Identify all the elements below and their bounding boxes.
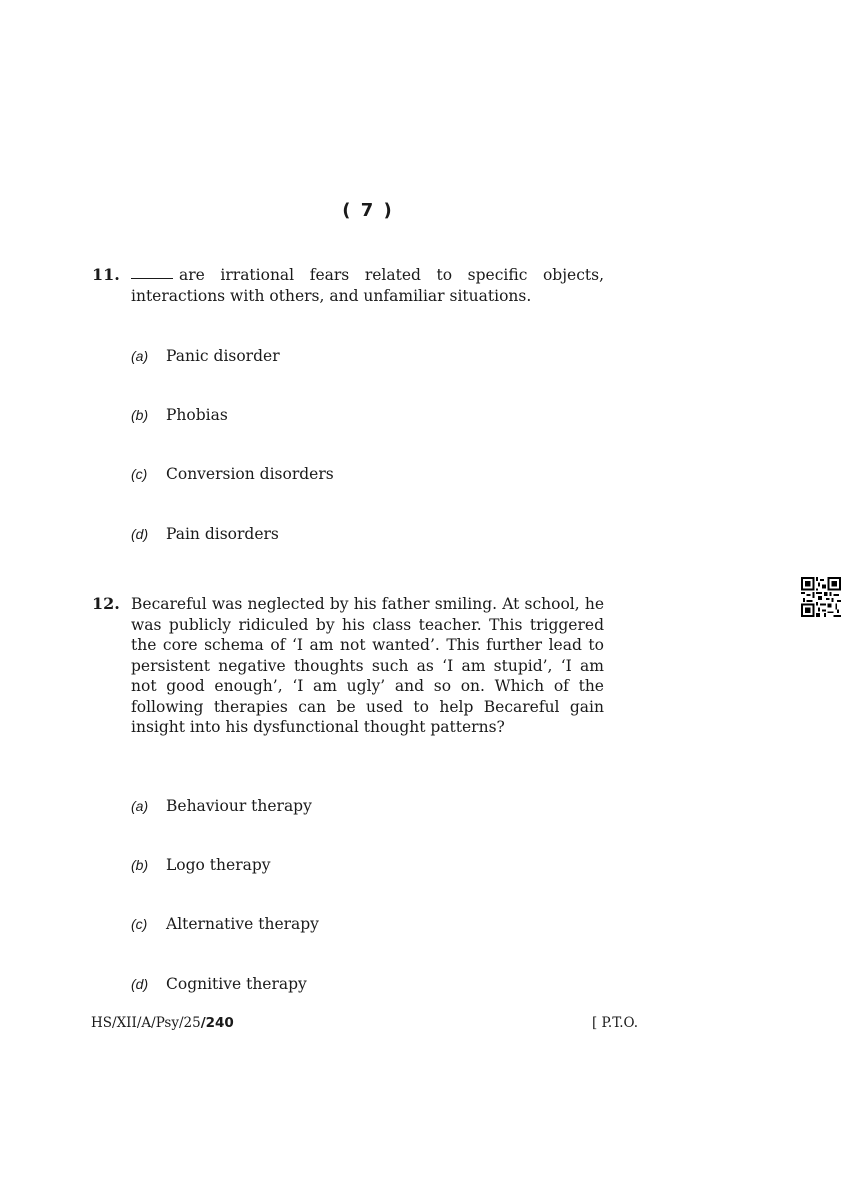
option-11-c	[131, 464, 334, 484]
option-12-b	[131, 855, 271, 875]
option-label: (c)	[131, 916, 148, 932]
option-11-d	[131, 524, 279, 544]
option-label: (b)	[131, 857, 149, 873]
answer-blank	[131, 278, 173, 279]
paper-code-prefix: HS/XII/A/Psy/25	[91, 1015, 201, 1031]
option-12-c	[131, 914, 319, 934]
option-label: (a)	[131, 348, 149, 364]
question-text-body: are irrational fears related to specific objects, interactions with others, and unfamiliar situations.	[131, 266, 604, 305]
option-text: Pain disorders	[166, 525, 279, 543]
paper-code	[91, 1015, 234, 1031]
option-label: (b)	[131, 407, 149, 423]
option-label: (d)	[131, 526, 149, 542]
option-label: (a)	[131, 798, 149, 814]
option-label: (d)	[131, 976, 149, 992]
option-12-a	[131, 796, 312, 816]
option-text: Conversion disorders	[166, 465, 334, 483]
option-11-a	[131, 346, 280, 366]
option-text: Phobias	[166, 406, 228, 424]
option-label: (c)	[131, 466, 148, 482]
option-12-d	[131, 974, 307, 994]
option-11-b	[131, 405, 228, 425]
option-text: Alternative therapy	[166, 915, 319, 933]
question-text	[131, 265, 604, 306]
option-text: Logo therapy	[166, 856, 271, 874]
question-12	[92, 594, 604, 738]
pto-note: [ P.T.O.	[592, 1015, 639, 1031]
question-text: Becareful was neglected by his father smiling. At school, he was publicly ridiculed by his class teacher. This triggered the core schema of ‘I am not wanted’. This further lead to persistent negative thoughts such as ‘I am stupid’, ‘I am not good enough’, ‘I am ugly’ and so on. Which of the following therapies can be used to help Becareful gain insight into his dysfunctional thought patterns?	[131, 595, 604, 736]
paper-code-suffix: /240	[200, 1015, 234, 1031]
question-11	[92, 265, 604, 306]
qr-code-icon	[801, 577, 841, 617]
question-number: 12.	[92, 594, 120, 613]
page-number: ( 7 )	[342, 200, 394, 221]
option-text: Behaviour therapy	[166, 797, 312, 815]
question-number: 11.	[92, 265, 120, 284]
option-text: Panic disorder	[166, 347, 280, 365]
option-text: Cognitive therapy	[166, 975, 307, 993]
